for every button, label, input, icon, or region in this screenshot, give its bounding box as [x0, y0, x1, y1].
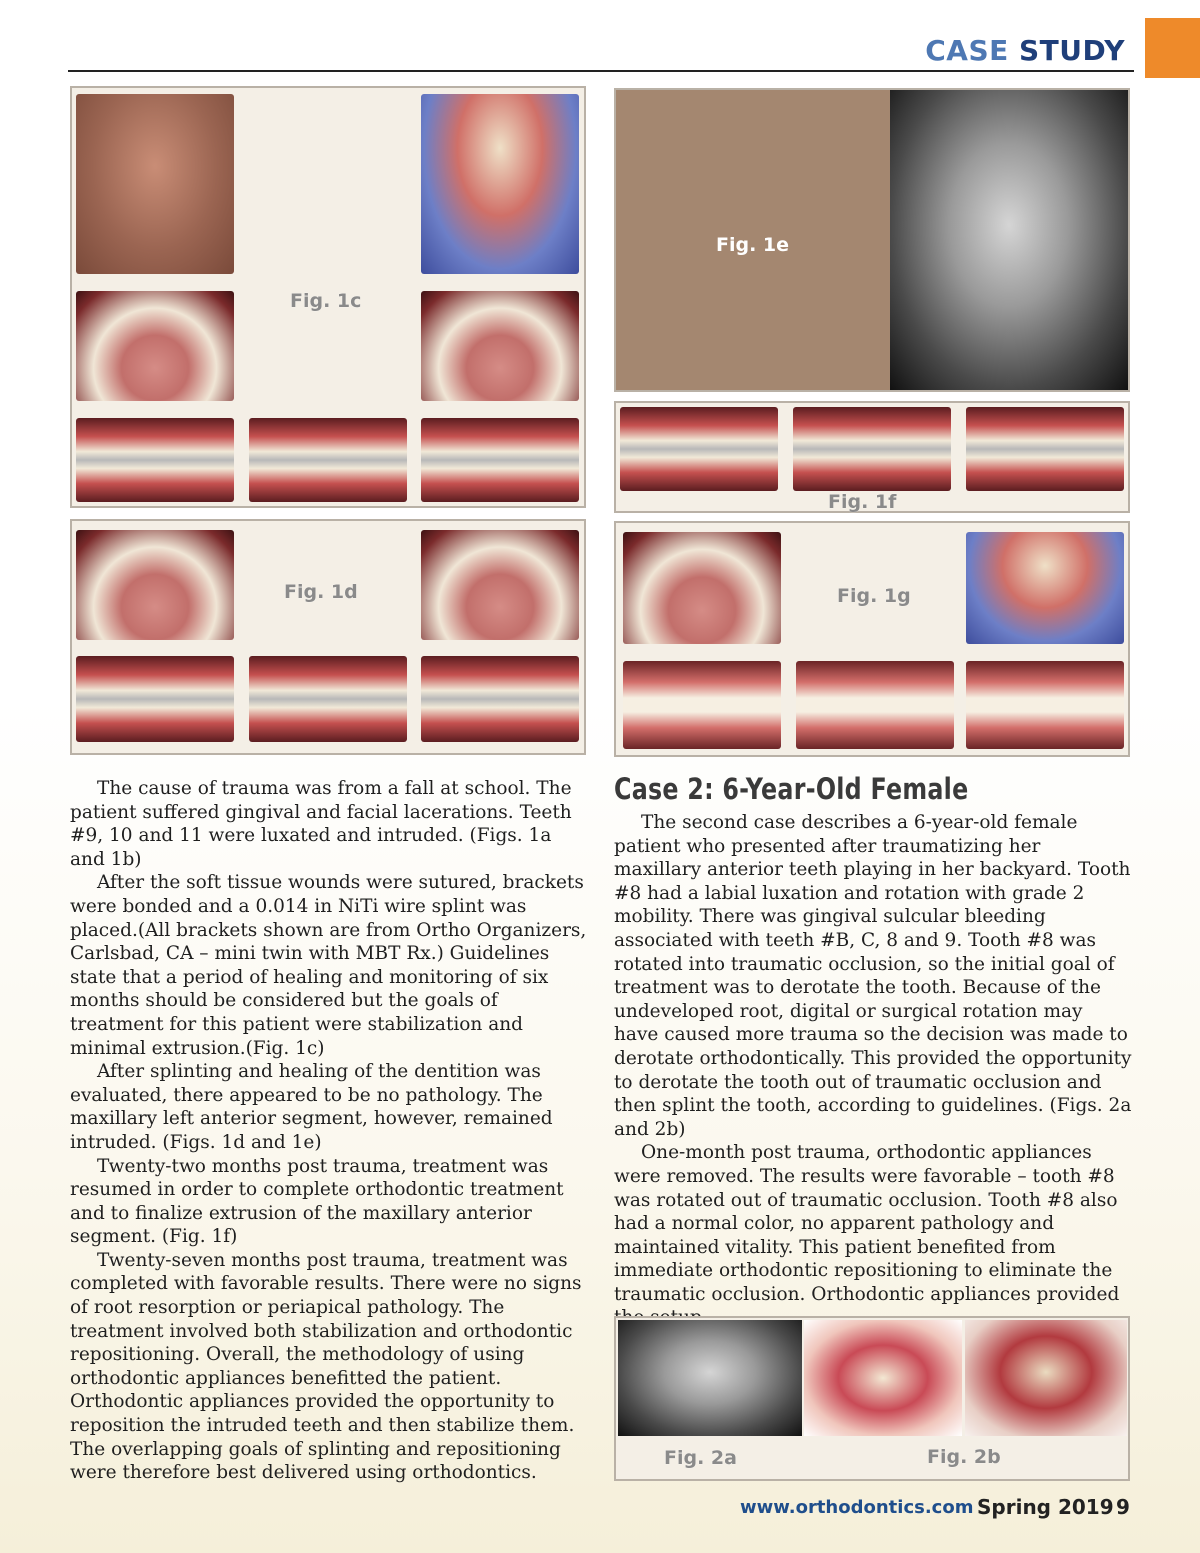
photo-lower-arch-1d: [421, 530, 579, 640]
left-paragraph-5: Twenty-seven months post trauma, treatment was completed with favorable results. There were no signs of root resorption or periapical pathology. The treatment involved both stabilization and orthodontic repositioning. Overall, the methodology of using orthodontic appliances benefitted the patient. Orthodontic appliances provided the opportunity to reposition the intruded teeth and then stabilize them. The overlapping goals of splinting and repositioning were therefore best delivered using orthodontics.: [70, 1249, 582, 1484]
right-paragraph-2: One-month post trauma, orthodontic appliances were removed. The results were favorable – tooth #8 was rotated out of traumatic occlusion. Tooth #8 also had a normal color, no apparent pathology and maintained vitality. This patient benefited from immediate orthodontic repositioning to eliminate the traumatic occlusion. Orthodontic appliances provided: [614, 1142, 1120, 1305]
header-rule: [68, 70, 1134, 72]
figure-panel-1g: [614, 521, 1130, 757]
figure-label-1c: Fig. 1c: [290, 290, 362, 312]
header-title-word1: CASE: [925, 34, 1009, 67]
left-paragraph-1: The cause of trauma was from a fall at school. The patient suffered gingival and facial lacerations. Teeth #9, 10 and 11 were luxated and intruded. (Figs. 1a and 1b): [70, 778, 572, 870]
photo-open-mouth-2b: [965, 1320, 1127, 1436]
photo-right-occlusion-1d: [76, 656, 234, 742]
left-column-text: [70, 777, 588, 1485]
case-2-heading: Case 2: 6-Year-Old Female: [614, 772, 969, 806]
photo-front-occlusion: [249, 418, 407, 502]
photo-upper-arch: [76, 291, 234, 401]
page-header-title: [925, 34, 1125, 67]
figure-label-1e: Fig. 1e: [716, 234, 790, 256]
left-paragraph-3: After splinting and healing of the dentition was evaluated, there appeared to be no pathology. The maxillary left anterior segment, however, remained intruded. (Figs. 1d and 1e): [70, 1061, 553, 1153]
header-title-word2: STUDY: [1019, 34, 1125, 67]
photo-right-occlusion: [76, 418, 234, 502]
photo-front-occlusion-1f: [793, 407, 951, 491]
photo-lip-laceration: [76, 94, 234, 274]
footer-issue: Spring 2019: [977, 1495, 1114, 1519]
right-paragraph-1: The second case describes a 6-year-old female patient who presented after traumatizing her maxillary anterior teeth playing in her backyard. Tooth #8 had a labial luxation and rotation with grade 2 mobility. There was gingival sulcular bleeding associated with teeth #B, C, 8 and 9. Tooth #8 was rotated into traumatic occlusion, so the initial goal of treatment was to derotate the tooth. Because of the undeveloped root, digital or surgical rotation may have caused more trauma so the decision was made to derotate orthodontically. This provided the opportunity to derotate the tooth out of traumatic occlusion and then splint the tooth, according to guidelines. (Figs. 2a and 2b): [614, 812, 1132, 1140]
figure-label-1f: Fig. 1f: [828, 491, 897, 513]
left-paragraph-2: After the soft tissue wounds were sutured, brackets were bonded and a 0.014 in NiTi wire splint was placed.(All brackets shown are from Ortho Organizers, Carlsbad, CA – mini twin with MBT Rx.) Guidelines state that a period of healing and monitoring of six months should be considered but the goals of treatment for this patient were stabilization and minimal extrusion.(Fig. 1c): [70, 872, 587, 1059]
photo-front-occlusion-1d: [249, 656, 407, 742]
figure-panel-1d: [70, 519, 586, 755]
photo-front-occlusion-1g: [796, 661, 954, 749]
photo-xray-incisors: [890, 90, 1128, 390]
right-column-text: [614, 811, 1132, 1330]
footer-website-link[interactable]: www.orthodontics.com: [740, 1497, 974, 1518]
figure-panel-2: [614, 1316, 1130, 1481]
photo-right-occlusion-1g: [623, 661, 781, 749]
figure-label-2a: Fig. 2a: [664, 1447, 737, 1469]
figure-label-2b: Fig. 2b: [927, 1446, 1001, 1468]
footer-page-number: 9: [1116, 1495, 1130, 1519]
photo-lower-teeth-gloved: [421, 94, 579, 274]
photo-right-occlusion-1f: [620, 407, 778, 491]
photo-lower-arch-1g: [966, 532, 1124, 644]
photo-left-occlusion: [421, 418, 579, 502]
figure-panel-1f: [614, 401, 1130, 513]
left-paragraph-4: Twenty-two months post trauma, treatment was resumed in order to complete orthodontic treatment and to finalize extrusion of the maxillary anterior segment. (Fig. 1f): [70, 1155, 564, 1248]
orange-section-tab: [1145, 18, 1200, 78]
figure-label-1g: Fig. 1g: [837, 585, 911, 607]
figure-panel-1e: [614, 88, 1130, 392]
figure-panel-1c: [70, 86, 586, 508]
photo-left-occlusion-1g: [966, 661, 1124, 749]
photo-upper-arch-1g: [623, 532, 781, 644]
photo-lower-arch: [421, 291, 579, 401]
photo-xray-2a: [618, 1320, 802, 1436]
photo-left-occlusion-1d: [421, 656, 579, 742]
photo-left-occlusion-1f: [966, 407, 1124, 491]
figure-label-1d: Fig. 1d: [284, 581, 358, 603]
photo-upper-arch-1d: [76, 530, 234, 640]
photo-smile-brackets-2b: [804, 1320, 962, 1436]
